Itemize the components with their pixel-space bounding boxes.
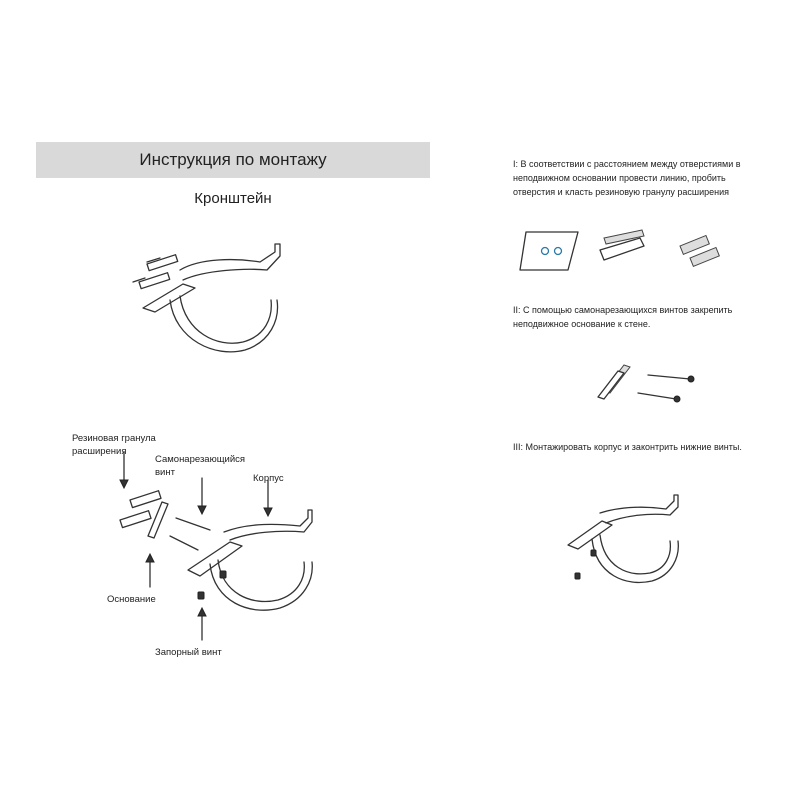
step-1-illustration bbox=[520, 226, 740, 276]
base-block-icon bbox=[148, 502, 168, 538]
page-title-bar bbox=[36, 142, 430, 178]
label-rubber-plug: Резиновая гранула расширения bbox=[72, 433, 156, 457]
bracket-icon bbox=[125, 240, 295, 370]
base-block-icon bbox=[598, 365, 630, 399]
base-block-icon bbox=[600, 230, 644, 260]
page-title: Инструкция по монтажу bbox=[139, 150, 327, 169]
exploded-diagram bbox=[100, 440, 330, 650]
step-1-text: I: В соответствии с расстоянием между отверстиями в неподвижном основании провести линию, пробить отверстия и класть резиновую гранулу расширения bbox=[513, 159, 741, 197]
wall-plug-icon bbox=[133, 255, 178, 289]
product-name: Кронштейн bbox=[194, 190, 272, 207]
step-3-illustration bbox=[560, 505, 690, 595]
label-body: Корпус bbox=[253, 473, 284, 484]
label-self-tapping-screw: Самонарезающийся винт bbox=[155, 454, 246, 478]
lock-screw-icon bbox=[575, 550, 596, 579]
screw-icon bbox=[638, 375, 694, 402]
label-lock-screw: Запорный винт bbox=[155, 647, 222, 658]
label-base: Основание bbox=[107, 594, 156, 605]
wall-plate-icon bbox=[520, 232, 578, 270]
step-3-text: III: Монтажировать корпус и законтрить нижние винты. bbox=[513, 442, 742, 452]
step-2-text: II: С помощью самонарезающихся винтов закрепить неподвижное основание к стене. bbox=[513, 305, 733, 329]
arrow-icon bbox=[120, 452, 272, 640]
step-2-illustration bbox=[598, 355, 708, 410]
screw-icon bbox=[170, 518, 210, 550]
wall-plug-icon bbox=[680, 236, 719, 267]
